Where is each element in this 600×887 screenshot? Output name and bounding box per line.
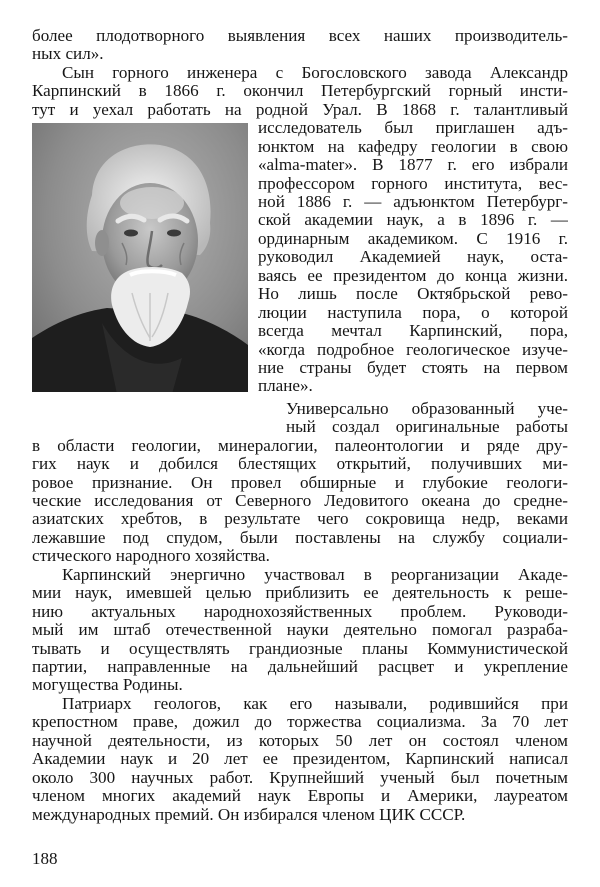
text-line: партии, направленные на дальнейший расцвет и укрепление: [32, 658, 568, 677]
text-line: ской академии наук, а в 1896 г. —: [258, 211, 568, 230]
text-line: Академии наук и 20 лет ее президентом, Карпинский написал: [32, 750, 568, 769]
text-line: исследователь был приглашен адъ-: [258, 119, 568, 138]
text-line: ординарным академиком. С 1916 г.: [258, 229, 568, 248]
text-line: всегда мечтал Карпинский, пора,: [258, 322, 568, 341]
text-line: ровое признание. Он провел обширные и глубокие геологи-: [32, 473, 568, 492]
text-line: могущества Родины.: [32, 676, 183, 695]
text-line: международных премий. Он избирался членом ЦИК СССР.: [32, 805, 466, 824]
text-line: ваясь ее президентом до конца жизни.: [258, 266, 568, 285]
text-line: гих наук и добился блестящих открытий, получивших ми-: [32, 455, 568, 474]
text-line: Патриарх геологов, как его называли, родившийся при: [62, 694, 568, 713]
text-line: «когда подробное геологическое изуче-: [258, 340, 568, 359]
text-line: Сын горного инженера с Богословского завода Александр: [62, 63, 568, 82]
portrait-photo: [32, 123, 248, 392]
text-line: крепостном праве, дожил до торжества социализма. За 70 лет: [32, 713, 568, 732]
text-line: стического народного хозяйства.: [32, 547, 270, 566]
text-line: плане».: [258, 377, 313, 396]
text-line: лежавшие под спудом, были поставлены на службу социали-: [32, 528, 568, 547]
text-line: ческие исследования от Северного Ледовитого океана до средне-: [32, 492, 568, 511]
page-number: 188: [32, 849, 58, 868]
portrait-image: [32, 123, 248, 392]
text-line: ных сил».: [32, 45, 104, 64]
text-line: ние страны будет стоять на первом: [258, 358, 568, 377]
text-line: научной деятельности, из которых 50 лет он состоял членом: [32, 731, 568, 750]
text-line: Но лишь после Октябрьской рево-: [258, 285, 568, 304]
text-line: Карпинский в 1866 г. окончил Петербургский горный инсти-: [32, 82, 568, 101]
text-line: профессором горного института, вес-: [258, 174, 568, 193]
text-line: азиатских хребтов, в результате чего сокровища недр, веками: [32, 510, 568, 529]
text-line: членом многих академий наук Европы и Америки, лауреатом: [32, 787, 568, 806]
text-line: мии наук, имевшей целью приблизить ее деятельность к реше-: [32, 584, 568, 603]
text-line: люции наступила пора, о которой: [258, 303, 568, 322]
text-line: тут и уехал работать на родной Урал. В 1868 г. талантливый: [32, 100, 568, 119]
text-line: тывать и осуществлять грандиозные планы Коммунистической: [32, 639, 568, 658]
text-line: «alma-mater». В 1877 г. его избрали: [258, 156, 568, 175]
text-line: около 300 научных работ. Крупнейший ученый был почетным: [32, 768, 568, 787]
text-line: Универсально образованный уче-: [286, 399, 568, 418]
text-line: мый им штаб отечественной науки деятельно помогал разраба-: [32, 621, 568, 640]
text-line: нию актуальных народнохозяйственных проблем. Руководи-: [32, 602, 568, 621]
text-line: руководил Академией наук, оста-: [258, 248, 568, 267]
text-line: ной 1886 г. — адъюнктом Петербург-: [258, 192, 568, 211]
text-line: юнктом на кафедру геологии в свою: [258, 137, 568, 156]
text-line: Карпинский энергично участвовал в реорганизации Акаде-: [62, 565, 568, 584]
text-line: более плодотворного выявления всех наших производитель-: [32, 27, 568, 45]
text-line: ный создал оригинальные работы: [286, 418, 568, 437]
text-line: в области геологии, минералогии, палеонтологии и ряде дру-: [32, 436, 568, 455]
